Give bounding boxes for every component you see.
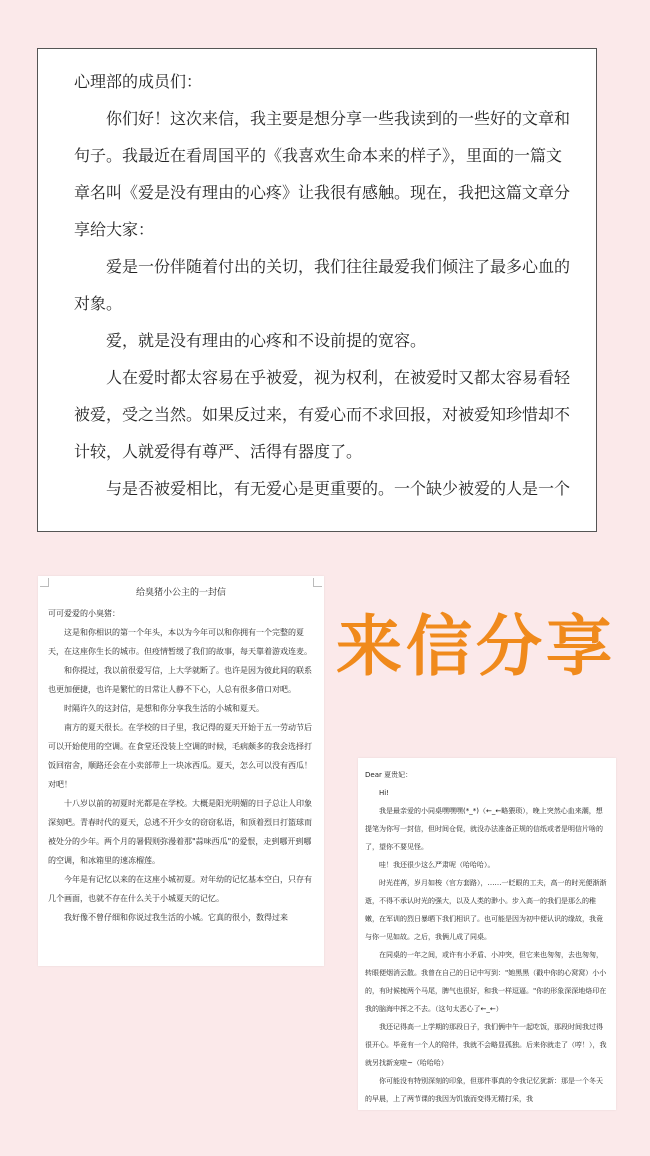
letter-2-body <box>48 604 316 927</box>
letter-2-paragraph: 我好像不曾仔细和你说过我生活的小城。它真的很小，数得过来 <box>64 913 288 922</box>
letter-3-paragraph: 我还记得高一上学期的那段日子，我们俩中午一起吃饭，那段时间我过得很开心。毕竟有一个人的陪伴，我就不会略显孤独。后来你就走了（哼！），我就另找新宠啦~（哈哈哈） <box>365 1023 607 1067</box>
letter-3-salutation: Dear 夏贵妃： <box>365 771 413 779</box>
letter-2-title: 给臭猪小公主的一封信 <box>135 588 226 598</box>
letter-1-paragraph: 人在爱时都太容易在乎被爱，视为权利，在被爱时又都太容易看轻被爱，受之当然。如果反过来，有爱心而不求回报，对被爱知珍惜却不计较，人就爱得有尊严、活得有器度了。 <box>74 368 571 461</box>
page-corner-mark <box>313 578 322 587</box>
letter-2-paragraph: 和你提过，我以前很爱写信，上大学就断了。也许是因为彼此间的联系也更加便捷，也许是繁忙的日常让人静不下心，人总有很多借口对吧。 <box>48 666 312 694</box>
letter-3-body <box>365 766 608 1108</box>
letter-3-page <box>358 758 616 1110</box>
letter-1-paragraph: 与是否被爱相比，有无爱心是更重要的。一个缺少被爱的人是一个 <box>106 479 571 498</box>
letter-3-paragraph: 在同桌的一年之间，或许有小矛盾、小冲突，但它来也匆匆，去也匆匆，转眼便烟消云散。我曾在自己的日记中写到："她黑黑（戳中你的心窝窝）小小的，有时候梳两个马尾，脾气也很好，和我一样逗逼。"你的形象深深地烙印在我的脑海中挥之不去。（这句太恶心了←_←） <box>365 951 607 1013</box>
letter-2-paragraph: 时隔许久的这封信，是想和你分享我生活的小城和夏天。 <box>64 704 264 713</box>
letter-1-paragraph: 你们好！这次来信，我主要是想分享一些我读到的一些好的文章和句子。我最近在看周国平的《我喜欢生命本来的样子》，里面的一篇文章名叫《爱是没有理由的心疼》让我很有感触。现在，我把这篇文章分享给大家： <box>74 109 571 239</box>
letter-2-paragraph: 今年是有记忆以来的在这座小城初夏。对年幼的记忆基本空白，只存有几个画面，也就不存在什么关于小城夏天的记忆。 <box>48 875 312 903</box>
letter-1-paragraph: 爱，就是没有理由的心疼和不设前提的宽容。 <box>106 331 427 350</box>
letter-2-paragraph: 十八岁以前的初夏时光都是在学校。大概是阳光明媚的日子总让人印象深刻吧。青春时代的夏天，总逃不开少女的窃窃私语，和顶着烈日打篮球而被处分的少年。两个月的暑假则弥漫着那"蒜味西瓜"的爱恨，走到哪开到哪的空调，和冰箱里的速冻榴莲。 <box>48 799 312 865</box>
letter-share-heading: 来信分享 <box>336 607 616 685</box>
page-corner-mark <box>40 578 49 587</box>
letter-2-paragraph: 这是和你相识的第一个年头，本以为今年可以和你拥有一个完整的夏天，在这座你生长的城市。但疫情暂缓了我们的故事，每天靠着游戏连麦。 <box>48 628 312 656</box>
letter-3-greeting: Hi! <box>379 789 390 797</box>
letter-2-page <box>38 576 324 966</box>
letter-3-paragraph: 我是最亲爱的小同桌嘿嘿嘿(*_*)（←_←略猥琐），晚上突然心血来潮，想提笔为你写一封信，但时间仓促，就没办法准备正规的信纸或者是明信片啥的了，望你不要见怪。 <box>365 807 603 851</box>
letter-3-paragraph: 你可能没有特别深刻的印象，但那件事真的令我记忆犹新：那是一个冬天的早晨，上了两节课的我因为饥饿而变得无精打采，我 <box>365 1077 603 1103</box>
letter-2-salutation: 可可爱爱的小臭猪： <box>48 609 120 618</box>
letter-3-paragraph: 时光荏苒，岁月如梭（官方套路），……一眨眼的工夫，高一的时光便渐渐逝，不得不承认时光的强大，以及人类的渺小。步入高一的我们是那么的稚嫩，在军训的烈日暴晒下我们相识了。也可能是因为初中便认识的缘故，我竟与你一见如故。之后，我俩儿成了同桌。 <box>365 879 607 941</box>
letter-1-salutation: 心理部的成员们： <box>74 72 203 91</box>
letter-2-paragraph: 南方的夏天很长。在学校的日子里，我记得的夏天开始于五一劳动节后可以开始使用的空调。在食堂还没装上空调的时候，毛病颇多的我会选择打饭回宿舍，顺路还会在小卖部带上一块冰西瓜。夏天，怎么可以没有西瓜！对吧！ <box>48 723 312 789</box>
letter-1-page <box>37 48 597 532</box>
letter-1-body <box>74 63 574 507</box>
letter-1-paragraph: 爱是一份伴随着付出的关切，我们往往最爱我们倾注了最多心血的对象。 <box>74 257 571 313</box>
letter-3-paragraph: 哇！我还很少这么严肃呢（哈哈哈）。 <box>379 861 495 869</box>
